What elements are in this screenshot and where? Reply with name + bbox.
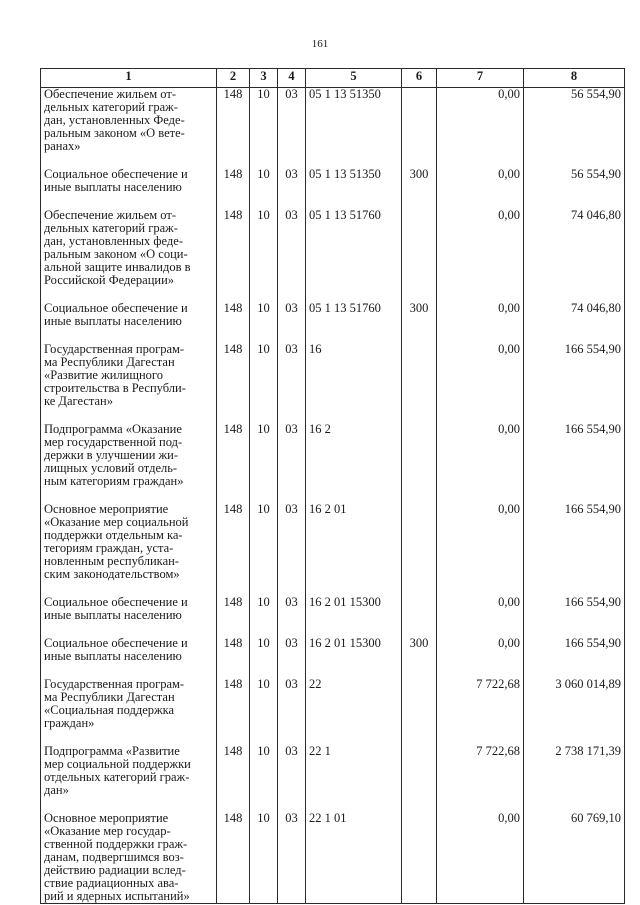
row-section-code: 10 [250, 745, 278, 797]
row-target-article: 16 2 01 15300 [306, 596, 402, 622]
row-target-article: 22 [306, 678, 402, 730]
spacer-cell [41, 488, 217, 503]
row-amount-col7: 0,00 [437, 209, 524, 287]
table-body [41, 88, 625, 904]
column-header: 8 [524, 69, 625, 88]
spacer-cell [278, 328, 306, 343]
row-target-article: 16 2 01 15300 [306, 637, 402, 663]
spacer-cell [278, 581, 306, 596]
spacer-cell [250, 488, 278, 503]
row-subsection-code: 03 [278, 209, 306, 287]
table-row [41, 343, 625, 408]
spacer-cell [437, 730, 524, 745]
row-target-article: 05 1 13 51350 [306, 168, 402, 194]
row-amount-col7: 7 722,68 [437, 678, 524, 730]
row-spacer [41, 797, 625, 812]
row-admin-code: 148 [217, 423, 250, 488]
row-expense-type [402, 343, 437, 408]
row-expense-type [402, 745, 437, 797]
row-spacer [41, 287, 625, 302]
row-spacer [41, 153, 625, 168]
spacer-cell [306, 328, 402, 343]
column-header: 5 [306, 69, 402, 88]
row-expense-type [402, 503, 437, 581]
spacer-cell [41, 797, 217, 812]
spacer-cell [278, 488, 306, 503]
row-section-code: 10 [250, 678, 278, 730]
row-amount-col7: 0,00 [437, 168, 524, 194]
spacer-cell [278, 287, 306, 302]
row-amount-col8: 56 554,90 [524, 168, 625, 194]
spacer-cell [437, 663, 524, 678]
row-section-code: 10 [250, 596, 278, 622]
row-admin-code: 148 [217, 209, 250, 287]
row-name: Обеспечение жильем от- дельных категорий граж- дан, установленных феде- ральным законом «О соци- альной защите инвалидов в Российской Федерации» [41, 209, 217, 287]
spacer-cell [278, 194, 306, 209]
row-name: Основное мероприятие «Оказание мер социальной поддержки отдельным ка- тегориям граждан, уста- новленным республикан- ским законодательством» [41, 503, 217, 581]
row-subsection-code: 03 [278, 596, 306, 622]
row-subsection-code: 03 [278, 343, 306, 408]
spacer-cell [250, 194, 278, 209]
column-header: 1 [41, 69, 217, 88]
spacer-cell [217, 328, 250, 343]
row-amount-col8: 60 769,10 [524, 812, 625, 904]
spacer-cell [278, 408, 306, 423]
spacer-cell [250, 730, 278, 745]
row-spacer [41, 622, 625, 637]
row-spacer [41, 581, 625, 596]
row-amount-col8: 3 060 014,89 [524, 678, 625, 730]
spacer-cell [278, 622, 306, 637]
row-amount-col8: 74 046,80 [524, 302, 625, 328]
row-spacer [41, 488, 625, 503]
spacer-cell [524, 488, 625, 503]
row-admin-code: 148 [217, 503, 250, 581]
row-section-code: 10 [250, 168, 278, 194]
spacer-cell [437, 328, 524, 343]
row-name: Социальное обеспечение и иные выплаты населению [41, 168, 217, 194]
spacer-cell [278, 730, 306, 745]
table-row [41, 678, 625, 730]
spacer-cell [41, 328, 217, 343]
table-row [41, 168, 625, 194]
page-number: 161 [311, 38, 329, 50]
row-expense-type: 300 [402, 168, 437, 194]
spacer-cell [217, 581, 250, 596]
spacer-cell [524, 797, 625, 812]
spacer-cell [41, 622, 217, 637]
row-amount-col7: 0,00 [437, 637, 524, 663]
spacer-cell [306, 730, 402, 745]
spacer-cell [402, 730, 437, 745]
row-spacer [41, 663, 625, 678]
row-amount-col8: 2 738 171,39 [524, 745, 625, 797]
spacer-cell [437, 153, 524, 168]
spacer-cell [217, 730, 250, 745]
row-name: Государственная програм- ма Республики Дагестан «Социальная поддержка граждан» [41, 678, 217, 730]
spacer-cell [437, 194, 524, 209]
row-subsection-code: 03 [278, 812, 306, 904]
spacer-cell [524, 194, 625, 209]
row-amount-col7: 0,00 [437, 596, 524, 622]
table-row [41, 423, 625, 488]
row-target-article: 05 1 13 51760 [306, 302, 402, 328]
spacer-cell [306, 663, 402, 678]
row-target-article: 22 1 [306, 745, 402, 797]
spacer-cell [402, 797, 437, 812]
row-section-code: 10 [250, 88, 278, 154]
row-section-code: 10 [250, 209, 278, 287]
spacer-cell [217, 194, 250, 209]
row-target-article: 16 2 01 [306, 503, 402, 581]
spacer-cell [402, 408, 437, 423]
row-section-code: 10 [250, 637, 278, 663]
row-expense-type: 300 [402, 637, 437, 663]
column-header: 4 [278, 69, 306, 88]
row-amount-col7: 0,00 [437, 503, 524, 581]
spacer-cell [402, 581, 437, 596]
spacer-cell [524, 622, 625, 637]
spacer-cell [306, 408, 402, 423]
row-subsection-code: 03 [278, 745, 306, 797]
column-header: 7 [437, 69, 524, 88]
row-admin-code: 148 [217, 637, 250, 663]
spacer-cell [217, 797, 250, 812]
row-admin-code: 148 [217, 88, 250, 154]
spacer-cell [437, 797, 524, 812]
row-amount-col7: 0,00 [437, 343, 524, 408]
spacer-cell [41, 194, 217, 209]
table-row [41, 637, 625, 663]
column-header: 2 [217, 69, 250, 88]
row-admin-code: 148 [217, 168, 250, 194]
spacer-cell [402, 287, 437, 302]
spacer-cell [524, 663, 625, 678]
row-admin-code: 148 [217, 343, 250, 408]
spacer-cell [402, 153, 437, 168]
spacer-cell [278, 663, 306, 678]
row-expense-type [402, 678, 437, 730]
spacer-cell [250, 581, 278, 596]
row-amount-col7: 7 722,68 [437, 745, 524, 797]
spacer-cell [402, 194, 437, 209]
spacer-cell [306, 488, 402, 503]
row-amount-col7: 0,00 [437, 302, 524, 328]
spacer-cell [524, 287, 625, 302]
row-name: Социальное обеспечение и иные выплаты населению [41, 637, 217, 663]
spacer-cell [306, 622, 402, 637]
row-name: Основное мероприятие «Оказание мер государ- ственной поддержки граж- данам, подвергшимся воз- действию радиации вслед- ствие радиационных ава- рий и ядерных испытаний» [41, 812, 217, 904]
spacer-cell [306, 194, 402, 209]
table-row [41, 302, 625, 328]
row-subsection-code: 03 [278, 88, 306, 154]
table-row [41, 812, 625, 904]
row-expense-type [402, 88, 437, 154]
row-admin-code: 148 [217, 596, 250, 622]
spacer-cell [250, 622, 278, 637]
row-name: Социальное обеспечение и иные выплаты населению [41, 302, 217, 328]
row-section-code: 10 [250, 503, 278, 581]
row-target-article: 05 1 13 51760 [306, 209, 402, 287]
row-amount-col8: 166 554,90 [524, 637, 625, 663]
table-row [41, 209, 625, 287]
spacer-cell [402, 663, 437, 678]
spacer-cell [41, 287, 217, 302]
row-admin-code: 148 [217, 302, 250, 328]
table-row [41, 88, 625, 154]
spacer-cell [437, 581, 524, 596]
spacer-cell [41, 153, 217, 168]
row-target-article: 05 1 13 51350 [306, 88, 402, 154]
spacer-cell [41, 581, 217, 596]
row-name: Государственная програм- ма Республики Дагестан «Развитие жилищного строительства в Республи- ке Дагестан» [41, 343, 217, 408]
row-section-code: 10 [250, 423, 278, 488]
spacer-cell [524, 730, 625, 745]
spacer-cell [437, 622, 524, 637]
row-admin-code: 148 [217, 812, 250, 904]
spacer-cell [250, 153, 278, 168]
spacer-cell [437, 287, 524, 302]
column-header: 6 [402, 69, 437, 88]
row-section-code: 10 [250, 343, 278, 408]
row-amount-col8: 166 554,90 [524, 423, 625, 488]
spacer-cell [524, 581, 625, 596]
spacer-cell [217, 488, 250, 503]
row-subsection-code: 03 [278, 503, 306, 581]
row-amount-col8: 74 046,80 [524, 209, 625, 287]
spacer-cell [524, 153, 625, 168]
row-expense-type [402, 423, 437, 488]
row-section-code: 10 [250, 302, 278, 328]
spacer-cell [402, 622, 437, 637]
column-header: 3 [250, 69, 278, 88]
row-amount-col8: 166 554,90 [524, 343, 625, 408]
row-name: Подпрограмма «Развитие мер социальной поддержки отдельных категорий граж- дан» [41, 745, 217, 797]
spacer-cell [306, 287, 402, 302]
spacer-cell [250, 663, 278, 678]
row-amount-col7: 0,00 [437, 423, 524, 488]
spacer-cell [217, 663, 250, 678]
spacer-cell [250, 408, 278, 423]
spacer-cell [402, 328, 437, 343]
table-row [41, 503, 625, 581]
spacer-cell [306, 581, 402, 596]
spacer-cell [41, 663, 217, 678]
row-admin-code: 148 [217, 678, 250, 730]
spacer-cell [41, 730, 217, 745]
row-name: Обеспечение жильем от- дельных категорий граж- дан, установленных Феде- ральным законом «О вете- ранах» [41, 88, 217, 154]
row-amount-col8: 166 554,90 [524, 596, 625, 622]
spacer-cell [437, 488, 524, 503]
spacer-cell [41, 408, 217, 423]
spacer-cell [217, 153, 250, 168]
row-target-article: 16 [306, 343, 402, 408]
table-header-row [41, 69, 625, 88]
spacer-cell [278, 153, 306, 168]
row-spacer [41, 328, 625, 343]
table-row [41, 596, 625, 622]
row-expense-type [402, 209, 437, 287]
row-subsection-code: 03 [278, 423, 306, 488]
spacer-cell [402, 488, 437, 503]
row-subsection-code: 03 [278, 168, 306, 194]
spacer-cell [524, 408, 625, 423]
spacer-cell [217, 622, 250, 637]
row-subsection-code: 03 [278, 302, 306, 328]
row-amount-col8: 56 554,90 [524, 88, 625, 154]
row-spacer [41, 408, 625, 423]
spacer-cell [524, 328, 625, 343]
row-expense-type [402, 596, 437, 622]
spacer-cell [437, 408, 524, 423]
row-expense-type [402, 812, 437, 904]
spacer-cell [250, 328, 278, 343]
row-admin-code: 148 [217, 745, 250, 797]
spacer-cell [250, 797, 278, 812]
row-spacer [41, 194, 625, 209]
row-subsection-code: 03 [278, 637, 306, 663]
row-amount-col7: 0,00 [437, 812, 524, 904]
row-expense-type: 300 [402, 302, 437, 328]
spacer-cell [217, 408, 250, 423]
row-name: Подпрограмма «Оказание мер государственной под- держки в улучшении жи- лищных условий отдель- ным категориям граждан» [41, 423, 217, 488]
row-subsection-code: 03 [278, 678, 306, 730]
row-target-article: 22 1 01 [306, 812, 402, 904]
row-amount-col7: 0,00 [437, 88, 524, 154]
spacer-cell [217, 287, 250, 302]
table-row [41, 745, 625, 797]
row-section-code: 10 [250, 812, 278, 904]
row-name: Социальное обеспечение и иные выплаты населению [41, 596, 217, 622]
spacer-cell [250, 287, 278, 302]
row-amount-col8: 166 554,90 [524, 503, 625, 581]
row-target-article: 16 2 [306, 423, 402, 488]
row-spacer [41, 730, 625, 745]
spacer-cell [306, 153, 402, 168]
spacer-cell [278, 797, 306, 812]
budget-table [40, 68, 625, 904]
spacer-cell [306, 797, 402, 812]
